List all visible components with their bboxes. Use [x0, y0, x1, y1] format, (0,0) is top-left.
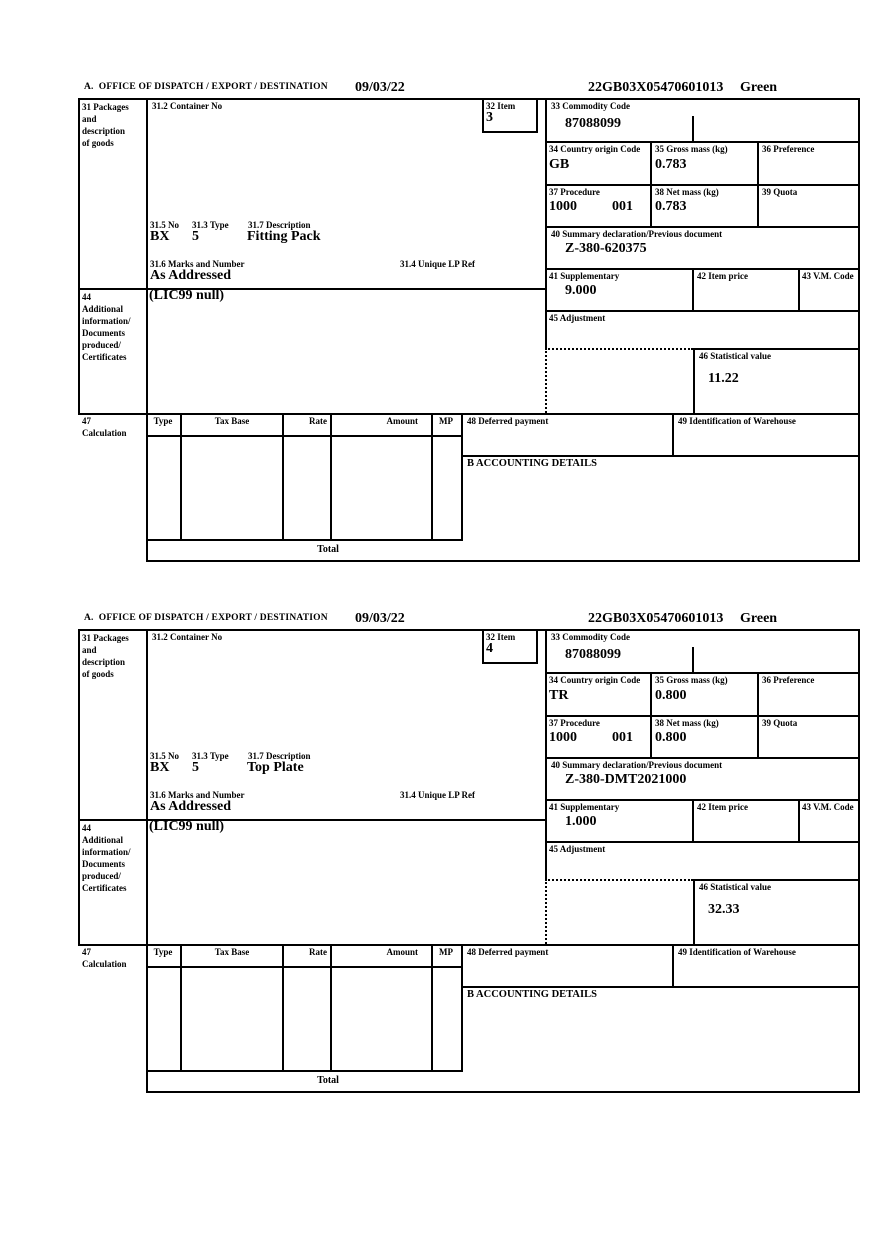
commodity-code-value: 87088099 [565, 647, 621, 662]
calc-table-right-border [461, 413, 463, 541]
table-right-border [858, 629, 860, 1093]
calc-col-type-header: Type [153, 947, 173, 957]
calc-header-bottom-border [146, 966, 463, 968]
calculation-top-border [78, 944, 860, 946]
box41-label: 41 Supplementary [549, 271, 620, 281]
box44-label: Additional [82, 304, 124, 314]
box31-6-label: 31.6 Marks and Number [150, 790, 245, 800]
section-b-accounting-details-label: B ACCOUNTING DETAILS [467, 458, 597, 469]
box44-label: Documents [82, 859, 125, 869]
box45-dotted-bottom-border [545, 348, 693, 350]
box34-row-bottom-border [545, 715, 860, 717]
mrn-value: 22GB03X05470601013 [588, 80, 724, 95]
box31-7-label: 31.7 Description [248, 220, 311, 230]
box39-label: 39 Quota [762, 187, 798, 197]
previous-document-value: Z-380-DMT2021000 [565, 772, 687, 787]
box31-label: of goods [82, 138, 114, 148]
box32-right-border [536, 98, 538, 133]
box46-left-border [693, 348, 695, 413]
box37-row-bottom-border [545, 226, 860, 228]
calc-col-mp-header: MP [439, 416, 453, 426]
country-origin-value: GB [549, 157, 570, 172]
country-origin-value: TR [549, 688, 569, 703]
box31-label: 31 Packages [82, 633, 129, 643]
box31-4-label: 31.4 Unique LP Ref [400, 790, 476, 800]
calc-col-amount-header: Amount [386, 947, 418, 957]
table-left-border [78, 98, 80, 415]
procedure-suffix-value: 001 [612, 199, 633, 214]
previous-document-value: Z-380-620375 [565, 241, 647, 256]
label-column-divider [146, 98, 148, 562]
box48-bottom-border [461, 455, 860, 457]
net-mass-value: 0.800 [655, 730, 687, 745]
package-type-value: 5 [192, 760, 199, 775]
box31-label: of goods [82, 669, 114, 679]
box47-label: Calculation [82, 959, 127, 969]
additional-information-value: (LIC99 null) [149, 819, 225, 834]
label-column-divider [146, 629, 148, 1093]
box46-left-border [693, 879, 695, 944]
box32-right-border [536, 629, 538, 664]
declaration-item-section-2 [78, 611, 860, 1093]
additional-information-value: (LIC99 null) [149, 288, 225, 303]
box33-bottom-border [545, 141, 860, 143]
box31-2-label: 31.2 Container No [152, 101, 223, 111]
table-bottom-border [146, 560, 860, 562]
box44-label: 44 [82, 823, 91, 833]
table-top-border [78, 98, 860, 100]
box31-label: 31 Packages [82, 102, 129, 112]
box47-label: Calculation [82, 428, 127, 438]
table-top-border [78, 629, 860, 631]
calc-header-bottom-border [146, 435, 463, 437]
statistical-value-value: 32.33 [708, 902, 740, 917]
box41-row-bottom-border [545, 310, 860, 312]
box31-5-label: 31.5 No [150, 220, 179, 230]
calc-taxbase-column-divider [282, 413, 284, 539]
box40-bottom-border [545, 799, 860, 801]
box38-label: 38 Net mass (kg) [655, 718, 719, 728]
box44-label: Certificates [82, 352, 127, 362]
box31-7-label: 31.7 Description [248, 751, 311, 761]
box44-label: information/ [82, 316, 131, 326]
box35-label: 35 Gross mass (kg) [655, 144, 728, 154]
box44-label: produced/ [82, 340, 121, 350]
box48-box49-divider [672, 413, 674, 455]
statistical-value-value: 11.22 [708, 371, 739, 386]
box47-label: 47 [82, 947, 91, 957]
routing-status-value: Green [740, 611, 778, 626]
routing-status-value: Green [740, 80, 778, 95]
box37-label: 37 Procedure [549, 187, 600, 197]
box32-left-border [482, 629, 484, 664]
box42-label: 42 Item price [697, 802, 748, 812]
box33-label: 33 Commodity Code [551, 632, 630, 642]
box32-bottom-border [482, 131, 538, 133]
net-mass-value: 0.783 [655, 199, 687, 214]
procedure-value: 1000 [549, 199, 577, 214]
box41-box42-divider [692, 268, 694, 310]
box40-label: 40 Summary declaration/Previous document [551, 760, 723, 770]
box46-label: 46 Statistical value [699, 882, 771, 892]
calc-col-type-header: Type [153, 416, 173, 426]
calc-table-right-border [461, 944, 463, 1072]
calc-type-column-divider [180, 944, 182, 1070]
box31-label: and [82, 645, 97, 655]
right-block-divider [545, 98, 547, 350]
calc-rate-column-divider [330, 944, 332, 1070]
box33-label: 33 Commodity Code [551, 101, 630, 111]
box42-label: 42 Item price [697, 271, 748, 281]
box48-label: 48 Deferred payment [467, 947, 549, 957]
calc-amount-column-divider [431, 413, 433, 539]
declaration-item-section-1 [78, 80, 860, 562]
box35-box36-divider [757, 141, 759, 226]
box42-box43-divider [798, 268, 800, 310]
package-description-value: Fitting Pack [247, 229, 321, 244]
box31-2-label: 31.2 Container No [152, 632, 223, 642]
calc-type-column-divider [180, 413, 182, 539]
box36-label: 36 Preference [762, 144, 815, 154]
calc-taxbase-column-divider [282, 944, 284, 1070]
box32-label: 32 Item [486, 101, 516, 111]
box43-label: 43 V.M. Code [802, 802, 854, 812]
procedure-value: 1000 [549, 730, 577, 745]
item-number-value: 3 [486, 110, 493, 125]
box32-bottom-border [482, 662, 538, 664]
calc-rate-column-divider [330, 413, 332, 539]
package-no-value: BX [150, 760, 170, 775]
box44-label: Additional [82, 835, 124, 845]
gross-mass-value: 0.783 [655, 157, 687, 172]
box48-box49-divider [672, 944, 674, 986]
right-block-divider [545, 629, 547, 881]
box31-3-label: 31.3 Type [192, 751, 229, 761]
right-block-dotted-divider [545, 879, 547, 944]
box32-label: 32 Item [486, 632, 516, 642]
supplementary-value: 9.000 [565, 283, 597, 298]
box36-label: 36 Preference [762, 675, 815, 685]
box37-label: 37 Procedure [549, 718, 600, 728]
box34-row-bottom-border [545, 184, 860, 186]
box40-label: 40 Summary declaration/Previous document [551, 229, 723, 239]
box40-bottom-border [545, 268, 860, 270]
commodity-code-value: 87088099 [565, 116, 621, 131]
box42-box43-divider [798, 799, 800, 841]
box31-label: description [82, 657, 126, 667]
marks-and-number-value: As Addressed [150, 799, 232, 814]
box44-label: 44 [82, 292, 91, 302]
calc-col-rate-header: Rate [309, 416, 327, 426]
box41-box42-divider [692, 799, 694, 841]
total-row-top-border [146, 1070, 463, 1072]
box44-label: Documents [82, 328, 125, 338]
box41-label: 41 Supplementary [549, 802, 620, 812]
box48-label: 48 Deferred payment [467, 416, 549, 426]
box34-box35-divider [650, 141, 652, 226]
calculation-top-border [78, 413, 860, 415]
box31-label: description [82, 126, 126, 136]
box45-dotted-bottom-border [545, 879, 693, 881]
box31-label: and [82, 114, 97, 124]
gross-mass-value: 0.800 [655, 688, 687, 703]
box34-box35-divider [650, 672, 652, 757]
calc-col-mp-header: MP [439, 947, 453, 957]
commodity-code-tick-mark [692, 116, 694, 141]
box44-label: information/ [82, 847, 131, 857]
box41-row-bottom-border [545, 841, 860, 843]
box47-label: 47 [82, 416, 91, 426]
commodity-code-tick-mark [692, 647, 694, 672]
box32-left-border [482, 98, 484, 133]
section-b-accounting-details-label: B ACCOUNTING DETAILS [467, 989, 597, 1000]
procedure-suffix-value: 001 [612, 730, 633, 745]
box46-top-border [693, 879, 860, 881]
box35-box36-divider [757, 672, 759, 757]
box35-label: 35 Gross mass (kg) [655, 675, 728, 685]
box31-3-label: 31.3 Type [192, 220, 229, 230]
box45-label: 45 Adjustment [549, 844, 606, 854]
package-no-value: BX [150, 229, 170, 244]
box33-bottom-border [545, 672, 860, 674]
table-bottom-border [146, 1091, 860, 1093]
box37-row-bottom-border [545, 757, 860, 759]
total-label: Total [317, 544, 339, 555]
box43-label: 43 V.M. Code [802, 271, 854, 281]
box39-label: 39 Quota [762, 718, 798, 728]
right-block-dotted-divider [545, 348, 547, 413]
box49-label: 49 Identification of Warehouse [678, 947, 796, 957]
box31-5-label: 31.5 No [150, 751, 179, 761]
office-of-dispatch-header: A. OFFICE OF DISPATCH / EXPORT / DESTINATION [84, 82, 328, 92]
box45-label: 45 Adjustment [549, 313, 606, 323]
supplementary-value: 1.000 [565, 814, 597, 829]
box31-6-label: 31.6 Marks and Number [150, 259, 245, 269]
box44-label: Certificates [82, 883, 127, 893]
item-number-value: 4 [486, 641, 493, 656]
calc-col-rate-header: Rate [309, 947, 327, 957]
box46-top-border [693, 348, 860, 350]
office-of-dispatch-header: A. OFFICE OF DISPATCH / EXPORT / DESTINATION [84, 613, 328, 623]
acceptance-date-value: 09/03/22 [355, 611, 405, 626]
calc-col-taxbase-header: Tax Base [214, 416, 250, 426]
calc-col-taxbase-header: Tax Base [214, 947, 250, 957]
mrn-value: 22GB03X05470601013 [588, 611, 724, 626]
package-type-value: 5 [192, 229, 199, 244]
box44-label: produced/ [82, 871, 121, 881]
box38-label: 38 Net mass (kg) [655, 187, 719, 197]
acceptance-date-value: 09/03/22 [355, 80, 405, 95]
marks-and-number-value: As Addressed [150, 268, 232, 283]
box34-label: 34 Country origin Code [549, 675, 641, 685]
package-description-value: Top Plate [247, 760, 304, 775]
box48-bottom-border [461, 986, 860, 988]
box49-label: 49 Identification of Warehouse [678, 416, 796, 426]
total-label: Total [317, 1075, 339, 1086]
table-right-border [858, 98, 860, 562]
table-left-border [78, 629, 80, 946]
calc-amount-column-divider [431, 944, 433, 1070]
box31-4-label: 31.4 Unique LP Ref [400, 259, 476, 269]
box34-label: 34 Country origin Code [549, 144, 641, 154]
box46-label: 46 Statistical value [699, 351, 771, 361]
total-row-top-border [146, 539, 463, 541]
calc-col-amount-header: Amount [386, 416, 418, 426]
